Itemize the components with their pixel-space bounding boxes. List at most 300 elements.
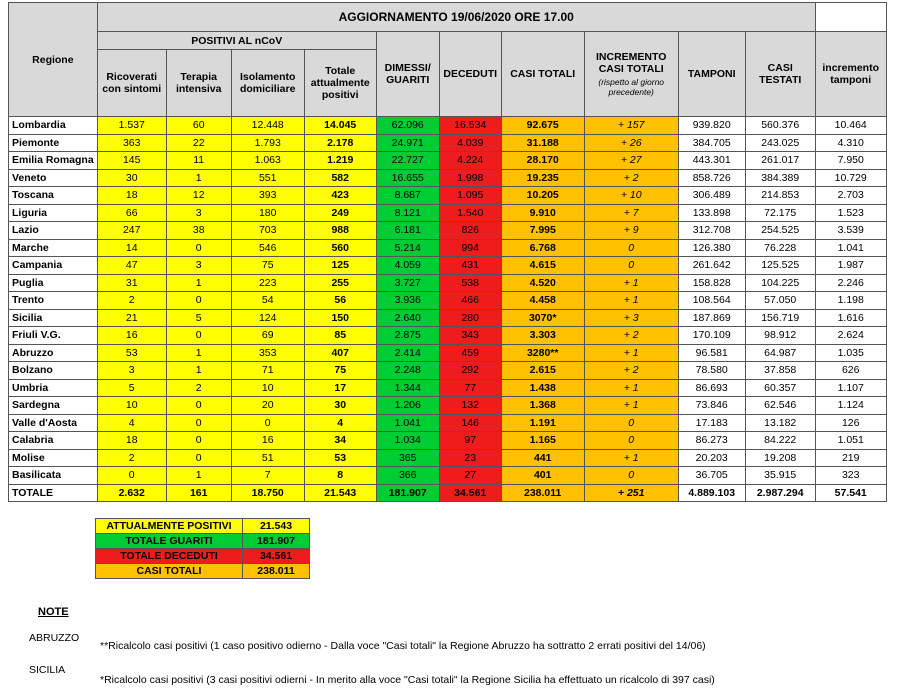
cell-incremento-tamponi: 626 bbox=[815, 362, 886, 380]
cell-terapia: 0 bbox=[166, 397, 231, 415]
cell-totale-positivi: 21.543 bbox=[304, 484, 376, 502]
cell-isolamento: 54 bbox=[231, 292, 304, 310]
cell-totale-positivi: 125 bbox=[304, 257, 376, 275]
cell-tamponi: 443.301 bbox=[678, 152, 745, 170]
cell-totale-positivi: 75 bbox=[304, 362, 376, 380]
cell-ricoverati: 53 bbox=[97, 344, 166, 362]
cell-region: Molise bbox=[9, 449, 98, 467]
cell-region: Piemonte bbox=[9, 134, 98, 152]
cell-incremento: + 9 bbox=[584, 222, 678, 240]
header-isolamento: Isolamento domiciliare bbox=[231, 50, 304, 117]
cell-ricoverati: 5 bbox=[97, 379, 166, 397]
cell-tamponi: 4.889.103 bbox=[678, 484, 745, 502]
table-row bbox=[9, 257, 887, 275]
cell-deceduti: 97 bbox=[439, 432, 501, 450]
cell-deceduti: 280 bbox=[439, 309, 501, 327]
table-row bbox=[9, 414, 887, 432]
cell-incremento: + 10 bbox=[584, 187, 678, 205]
cell-deceduti: 146 bbox=[439, 414, 501, 432]
cell-deceduti: 1.998 bbox=[439, 169, 501, 187]
table-row bbox=[9, 169, 887, 187]
cell-isolamento: 75 bbox=[231, 257, 304, 275]
cell-casi-totali: 441 bbox=[501, 449, 584, 467]
table-row bbox=[9, 467, 887, 485]
cell-isolamento: 124 bbox=[231, 309, 304, 327]
cell-incremento: + 1 bbox=[584, 449, 678, 467]
cell-totale-positivi: 34 bbox=[304, 432, 376, 450]
cell-dimessi: 2.248 bbox=[376, 362, 439, 380]
cell-incremento: + 1 bbox=[584, 344, 678, 362]
cell-totale-positivi: 2.178 bbox=[304, 134, 376, 152]
cell-incremento: 0 bbox=[584, 414, 678, 432]
header-incremento-tamponi: incremento tamponi bbox=[815, 32, 886, 117]
summary-value: 238.011 bbox=[243, 564, 310, 579]
cell-incremento-tamponi: 57.541 bbox=[815, 484, 886, 502]
cell-casi-testati: 243.025 bbox=[745, 134, 815, 152]
cell-casi-testati: 72.175 bbox=[745, 204, 815, 222]
cell-ricoverati: 145 bbox=[97, 152, 166, 170]
table-row bbox=[9, 397, 887, 415]
cell-incremento: + 7 bbox=[584, 204, 678, 222]
table-row bbox=[9, 327, 887, 345]
cell-casi-totali: 1.368 bbox=[501, 397, 584, 415]
cell-incremento-tamponi: 1.041 bbox=[815, 239, 886, 257]
cell-deceduti: 23 bbox=[439, 449, 501, 467]
cell-region: Toscana bbox=[9, 187, 98, 205]
cell-incremento: 0 bbox=[584, 432, 678, 450]
cell-casi-totali: 92.675 bbox=[501, 117, 584, 135]
cell-totale-positivi: 53 bbox=[304, 449, 376, 467]
cell-isolamento: 69 bbox=[231, 327, 304, 345]
table-row bbox=[9, 379, 887, 397]
cell-dimessi: 1.206 bbox=[376, 397, 439, 415]
cell-region: Trento bbox=[9, 292, 98, 310]
summary-label: TOTALE DECEDUTI bbox=[96, 549, 243, 564]
cell-region: Marche bbox=[9, 239, 98, 257]
cell-dimessi: 24.971 bbox=[376, 134, 439, 152]
cell-incremento-tamponi: 2.246 bbox=[815, 274, 886, 292]
cell-tamponi: 939.820 bbox=[678, 117, 745, 135]
cell-terapia: 1 bbox=[166, 169, 231, 187]
cell-totale-positivi: 14.045 bbox=[304, 117, 376, 135]
cell-totale-positivi: 560 bbox=[304, 239, 376, 257]
cell-deceduti: 466 bbox=[439, 292, 501, 310]
table-row bbox=[9, 309, 887, 327]
cell-region: TOTALE bbox=[9, 484, 98, 502]
header-region: Regione bbox=[9, 3, 98, 117]
note-label-sicilia: SICILIA bbox=[29, 664, 66, 676]
cell-terapia: 0 bbox=[166, 327, 231, 345]
cell-tamponi: 17.183 bbox=[678, 414, 745, 432]
cell-casi-totali: 4.615 bbox=[501, 257, 584, 275]
cell-casi-testati: 37.858 bbox=[745, 362, 815, 380]
cell-tamponi: 86.273 bbox=[678, 432, 745, 450]
summary-row bbox=[96, 519, 310, 534]
cell-dimessi: 6.181 bbox=[376, 222, 439, 240]
cell-incremento-tamponi: 10.464 bbox=[815, 117, 886, 135]
note-label-abruzzo: ABRUZZO bbox=[29, 632, 80, 644]
cell-tamponi: 384.705 bbox=[678, 134, 745, 152]
cell-deceduti: 4.039 bbox=[439, 134, 501, 152]
cell-incremento: + 251 bbox=[584, 484, 678, 502]
cell-dimessi: 1.344 bbox=[376, 379, 439, 397]
cell-casi-totali: 238.011 bbox=[501, 484, 584, 502]
table-row bbox=[9, 117, 887, 135]
cell-terapia: 0 bbox=[166, 239, 231, 257]
cell-casi-testati: 98.912 bbox=[745, 327, 815, 345]
cell-incremento: + 1 bbox=[584, 397, 678, 415]
cell-dimessi: 2.875 bbox=[376, 327, 439, 345]
cell-totale-positivi: 582 bbox=[304, 169, 376, 187]
cell-isolamento: 71 bbox=[231, 362, 304, 380]
cell-incremento-tamponi: 1.051 bbox=[815, 432, 886, 450]
cell-casi-totali: 31.188 bbox=[501, 134, 584, 152]
cell-terapia: 161 bbox=[166, 484, 231, 502]
cell-dimessi: 1.041 bbox=[376, 414, 439, 432]
cell-casi-totali: 2.615 bbox=[501, 362, 584, 380]
cell-casi-totali: 9.910 bbox=[501, 204, 584, 222]
cell-deceduti: 132 bbox=[439, 397, 501, 415]
cell-ricoverati: 1.537 bbox=[97, 117, 166, 135]
cell-region: Sardegna bbox=[9, 397, 98, 415]
cell-terapia: 3 bbox=[166, 257, 231, 275]
cell-casi-testati: 2.987.294 bbox=[745, 484, 815, 502]
summary-value: 181.907 bbox=[243, 534, 310, 549]
cell-casi-testati: 13.182 bbox=[745, 414, 815, 432]
header-deceduti: DECEDUTI bbox=[439, 32, 501, 117]
cell-tamponi: 306.489 bbox=[678, 187, 745, 205]
cell-ricoverati: 2 bbox=[97, 292, 166, 310]
header-totale-positivi: Totale attualmente positivi bbox=[304, 50, 376, 117]
totals-row bbox=[9, 484, 887, 502]
cell-deceduti: 16.534 bbox=[439, 117, 501, 135]
cell-incremento: + 2 bbox=[584, 327, 678, 345]
header-terapia: Terapia intensiva bbox=[166, 50, 231, 117]
table-row bbox=[9, 187, 887, 205]
header-tamponi: TAMPONI bbox=[678, 32, 745, 117]
summary-row bbox=[96, 549, 310, 564]
cell-isolamento: 16 bbox=[231, 432, 304, 450]
cell-dimessi: 181.907 bbox=[376, 484, 439, 502]
cell-dimessi: 366 bbox=[376, 467, 439, 485]
cell-terapia: 0 bbox=[166, 292, 231, 310]
header-casi-testati: CASI TESTATI bbox=[745, 32, 815, 117]
summary-table bbox=[95, 518, 310, 579]
cell-casi-totali: 6.768 bbox=[501, 239, 584, 257]
cell-dimessi: 62.096 bbox=[376, 117, 439, 135]
cell-region: Friuli V.G. bbox=[9, 327, 98, 345]
cell-deceduti: 1.095 bbox=[439, 187, 501, 205]
cell-terapia: 3 bbox=[166, 204, 231, 222]
summary-label: TOTALE GUARITI bbox=[96, 534, 243, 549]
cell-region: Sicilia bbox=[9, 309, 98, 327]
cell-isolamento: 703 bbox=[231, 222, 304, 240]
cell-dimessi: 8.121 bbox=[376, 204, 439, 222]
cell-terapia: 0 bbox=[166, 449, 231, 467]
cell-deceduti: 459 bbox=[439, 344, 501, 362]
cell-ricoverati: 31 bbox=[97, 274, 166, 292]
cell-isolamento: 7 bbox=[231, 467, 304, 485]
cell-incremento-tamponi: 1.198 bbox=[815, 292, 886, 310]
cell-casi-testati: 57.050 bbox=[745, 292, 815, 310]
cell-totale-positivi: 407 bbox=[304, 344, 376, 362]
cell-tamponi: 73.846 bbox=[678, 397, 745, 415]
cell-dimessi: 3.936 bbox=[376, 292, 439, 310]
cell-dimessi: 22.727 bbox=[376, 152, 439, 170]
cell-isolamento: 180 bbox=[231, 204, 304, 222]
cell-incremento: + 1 bbox=[584, 379, 678, 397]
cell-deceduti: 343 bbox=[439, 327, 501, 345]
cell-ricoverati: 247 bbox=[97, 222, 166, 240]
table-row bbox=[9, 274, 887, 292]
cell-terapia: 5 bbox=[166, 309, 231, 327]
covid-table bbox=[8, 2, 887, 502]
table-row bbox=[9, 432, 887, 450]
cell-isolamento: 223 bbox=[231, 274, 304, 292]
cell-ricoverati: 3 bbox=[97, 362, 166, 380]
cell-incremento: + 2 bbox=[584, 362, 678, 380]
cell-isolamento: 393 bbox=[231, 187, 304, 205]
cell-casi-testati: 254.525 bbox=[745, 222, 815, 240]
cell-casi-totali: 10.205 bbox=[501, 187, 584, 205]
cell-deceduti: 27 bbox=[439, 467, 501, 485]
cell-isolamento: 551 bbox=[231, 169, 304, 187]
cell-terapia: 60 bbox=[166, 117, 231, 135]
cell-incremento-tamponi: 2.624 bbox=[815, 327, 886, 345]
cell-region: Basilicata bbox=[9, 467, 98, 485]
cell-terapia: 22 bbox=[166, 134, 231, 152]
summary-row bbox=[96, 534, 310, 549]
cell-casi-totali: 4.458 bbox=[501, 292, 584, 310]
cell-casi-totali: 3280** bbox=[501, 344, 584, 362]
cell-dimessi: 8.687 bbox=[376, 187, 439, 205]
cell-terapia: 0 bbox=[166, 432, 231, 450]
cell-ricoverati: 10 bbox=[97, 397, 166, 415]
table-row bbox=[9, 134, 887, 152]
cell-isolamento: 1.063 bbox=[231, 152, 304, 170]
cell-ricoverati: 30 bbox=[97, 169, 166, 187]
header-ricoverati: Ricoverati con sintomi bbox=[97, 50, 166, 117]
cell-region: Puglia bbox=[9, 274, 98, 292]
cell-region: Campania bbox=[9, 257, 98, 275]
cell-incremento-tamponi: 7.950 bbox=[815, 152, 886, 170]
header-incremento-note: (rispetto al giorno precedente) bbox=[598, 77, 665, 97]
cell-casi-totali: 19.235 bbox=[501, 169, 584, 187]
cell-casi-totali: 28.170 bbox=[501, 152, 584, 170]
cell-incremento-tamponi: 10.729 bbox=[815, 169, 886, 187]
cell-region: Valle d'Aosta bbox=[9, 414, 98, 432]
cell-totale-positivi: 17 bbox=[304, 379, 376, 397]
cell-isolamento: 12.448 bbox=[231, 117, 304, 135]
cell-incremento: + 3 bbox=[584, 309, 678, 327]
cell-totale-positivi: 4 bbox=[304, 414, 376, 432]
cell-deceduti: 826 bbox=[439, 222, 501, 240]
cell-terapia: 1 bbox=[166, 362, 231, 380]
cell-terapia: 12 bbox=[166, 187, 231, 205]
notes-title: NOTE bbox=[38, 606, 69, 618]
cell-tamponi: 858.726 bbox=[678, 169, 745, 187]
cell-deceduti: 292 bbox=[439, 362, 501, 380]
summary-value: 21.543 bbox=[243, 519, 310, 534]
cell-incremento: + 1 bbox=[584, 292, 678, 310]
cell-ricoverati: 16 bbox=[97, 327, 166, 345]
cell-incremento: + 157 bbox=[584, 117, 678, 135]
summary-row bbox=[96, 564, 310, 579]
cell-casi-testati: 64.987 bbox=[745, 344, 815, 362]
cell-incremento-tamponi: 1.616 bbox=[815, 309, 886, 327]
cell-ricoverati: 18 bbox=[97, 187, 166, 205]
cell-region: Bolzano bbox=[9, 362, 98, 380]
cell-ricoverati: 21 bbox=[97, 309, 166, 327]
cell-region: Veneto bbox=[9, 169, 98, 187]
cell-terapia: 0 bbox=[166, 414, 231, 432]
cell-ricoverati: 0 bbox=[97, 467, 166, 485]
cell-casi-totali: 401 bbox=[501, 467, 584, 485]
cell-incremento-tamponi: 323 bbox=[815, 467, 886, 485]
cell-totale-positivi: 255 bbox=[304, 274, 376, 292]
summary-label: ATTUALMENTE POSITIVI bbox=[96, 519, 243, 534]
table-row bbox=[9, 449, 887, 467]
cell-region: Emilia Romagna bbox=[9, 152, 98, 170]
header-update: AGGIORNAMENTO 19/06/2020 ORE 17.00 bbox=[97, 3, 815, 32]
cell-deceduti: 538 bbox=[439, 274, 501, 292]
cell-tamponi: 312.708 bbox=[678, 222, 745, 240]
note-text-sicilia: *Ricalcolo casi positivi (3 casi positivi odierni - In merito alla voce "Casi totali" la Regione Sicilia ha effettuato un ricalcolo di 397 casi) bbox=[100, 674, 715, 686]
cell-isolamento: 1.793 bbox=[231, 134, 304, 152]
cell-totale-positivi: 56 bbox=[304, 292, 376, 310]
table-row bbox=[9, 204, 887, 222]
cell-ricoverati: 4 bbox=[97, 414, 166, 432]
cell-deceduti: 994 bbox=[439, 239, 501, 257]
cell-dimessi: 5.214 bbox=[376, 239, 439, 257]
cell-casi-testati: 35.915 bbox=[745, 467, 815, 485]
cell-tamponi: 78.580 bbox=[678, 362, 745, 380]
cell-tamponi: 36.705 bbox=[678, 467, 745, 485]
cell-casi-totali: 7.995 bbox=[501, 222, 584, 240]
cell-dimessi: 2.414 bbox=[376, 344, 439, 362]
cell-casi-testati: 560.376 bbox=[745, 117, 815, 135]
cell-tamponi: 108.564 bbox=[678, 292, 745, 310]
cell-tamponi: 133.898 bbox=[678, 204, 745, 222]
cell-terapia: 38 bbox=[166, 222, 231, 240]
cell-totale-positivi: 8 bbox=[304, 467, 376, 485]
cell-region: Abruzzo bbox=[9, 344, 98, 362]
cell-incremento-tamponi: 1.035 bbox=[815, 344, 886, 362]
cell-casi-testati: 384.389 bbox=[745, 169, 815, 187]
table-row bbox=[9, 152, 887, 170]
cell-dimessi: 1.034 bbox=[376, 432, 439, 450]
cell-incremento: + 27 bbox=[584, 152, 678, 170]
cell-ricoverati: 47 bbox=[97, 257, 166, 275]
cell-region: Calabria bbox=[9, 432, 98, 450]
table-row bbox=[9, 239, 887, 257]
cell-incremento: + 26 bbox=[584, 134, 678, 152]
note-text-abruzzo: **Ricalcolo casi positivi (1 caso positivo odierno - Dalla voce "Casi totali" la Regione Abruzzo ha sottratto 2 errati positivi del 14/06) bbox=[100, 640, 706, 652]
cell-incremento: + 1 bbox=[584, 274, 678, 292]
cell-deceduti: 4.224 bbox=[439, 152, 501, 170]
cell-incremento-tamponi: 126 bbox=[815, 414, 886, 432]
cell-tamponi: 261.642 bbox=[678, 257, 745, 275]
cell-ricoverati: 66 bbox=[97, 204, 166, 222]
cell-isolamento: 51 bbox=[231, 449, 304, 467]
cell-casi-testati: 214.853 bbox=[745, 187, 815, 205]
cell-incremento-tamponi: 1.124 bbox=[815, 397, 886, 415]
table-row bbox=[9, 362, 887, 380]
cell-ricoverati: 18 bbox=[97, 432, 166, 450]
cell-casi-testati: 156.719 bbox=[745, 309, 815, 327]
summary-value: 34.561 bbox=[243, 549, 310, 564]
cell-incremento-tamponi: 4.310 bbox=[815, 134, 886, 152]
cell-terapia: 1 bbox=[166, 274, 231, 292]
cell-casi-testati: 62.546 bbox=[745, 397, 815, 415]
cell-isolamento: 20 bbox=[231, 397, 304, 415]
cell-region: Lazio bbox=[9, 222, 98, 240]
table-row bbox=[9, 222, 887, 240]
cell-tamponi: 20.203 bbox=[678, 449, 745, 467]
cell-tamponi: 126.380 bbox=[678, 239, 745, 257]
cell-totale-positivi: 1.219 bbox=[304, 152, 376, 170]
cell-isolamento: 546 bbox=[231, 239, 304, 257]
cell-incremento: + 2 bbox=[584, 169, 678, 187]
cell-incremento-tamponi: 2.703 bbox=[815, 187, 886, 205]
header-positive-group: POSITIVI AL nCoV bbox=[97, 32, 376, 50]
cell-incremento: 0 bbox=[584, 257, 678, 275]
cell-ricoverati: 14 bbox=[97, 239, 166, 257]
cell-deceduti: 431 bbox=[439, 257, 501, 275]
cell-region: Umbria bbox=[9, 379, 98, 397]
cell-dimessi: 16.655 bbox=[376, 169, 439, 187]
cell-dimessi: 4.059 bbox=[376, 257, 439, 275]
header-dimessi: DIMESSI/ GUARITI bbox=[376, 32, 439, 117]
cell-isolamento: 18.750 bbox=[231, 484, 304, 502]
cell-incremento: 0 bbox=[584, 239, 678, 257]
header-blank bbox=[815, 3, 886, 32]
cell-isolamento: 353 bbox=[231, 344, 304, 362]
cell-dimessi: 2.640 bbox=[376, 309, 439, 327]
cell-region: Lombardia bbox=[9, 117, 98, 135]
cell-ricoverati: 2 bbox=[97, 449, 166, 467]
cell-tamponi: 187.869 bbox=[678, 309, 745, 327]
cell-incremento-tamponi: 3.539 bbox=[815, 222, 886, 240]
cell-casi-testati: 104.225 bbox=[745, 274, 815, 292]
cell-incremento-tamponi: 1.987 bbox=[815, 257, 886, 275]
header-incremento-label: INCREMENTO CASI TOTALI bbox=[596, 51, 667, 75]
cell-isolamento: 0 bbox=[231, 414, 304, 432]
cell-deceduti: 1.540 bbox=[439, 204, 501, 222]
cell-casi-testati: 60.357 bbox=[745, 379, 815, 397]
cell-incremento-tamponi: 1.523 bbox=[815, 204, 886, 222]
cell-totale-positivi: 30 bbox=[304, 397, 376, 415]
cell-region: Liguria bbox=[9, 204, 98, 222]
cell-isolamento: 10 bbox=[231, 379, 304, 397]
cell-dimessi: 365 bbox=[376, 449, 439, 467]
header-incremento bbox=[584, 32, 678, 117]
cell-casi-totali: 4.520 bbox=[501, 274, 584, 292]
cell-totale-positivi: 249 bbox=[304, 204, 376, 222]
cell-ricoverati: 2.632 bbox=[97, 484, 166, 502]
cell-ricoverati: 363 bbox=[97, 134, 166, 152]
cell-tamponi: 96.581 bbox=[678, 344, 745, 362]
header-casi-totali: CASI TOTALI bbox=[501, 32, 584, 117]
cell-incremento-tamponi: 1.107 bbox=[815, 379, 886, 397]
cell-terapia: 1 bbox=[166, 467, 231, 485]
cell-incremento-tamponi: 219 bbox=[815, 449, 886, 467]
cell-terapia: 11 bbox=[166, 152, 231, 170]
cell-totale-positivi: 150 bbox=[304, 309, 376, 327]
cell-tamponi: 170.109 bbox=[678, 327, 745, 345]
cell-tamponi: 86.693 bbox=[678, 379, 745, 397]
cell-casi-totali: 1.191 bbox=[501, 414, 584, 432]
